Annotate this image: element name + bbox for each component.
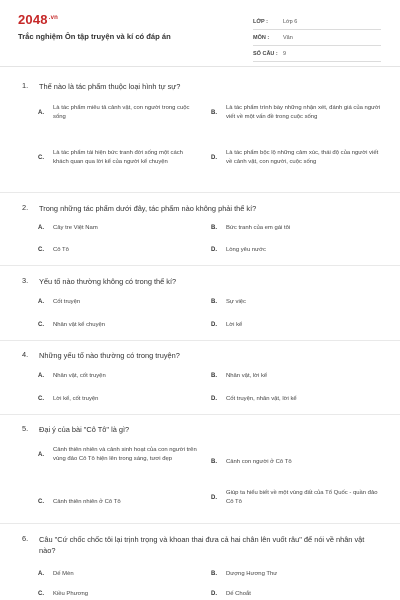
option-text: Cốt truyện	[53, 299, 81, 306]
option-c[interactable]	[38, 246, 198, 256]
option-letter: B.	[211, 571, 217, 577]
option-text: Là tác phẩm trình bày những nhận xét, đánh giá của người viết về một vấn đề trong cuộc sống	[226, 105, 381, 121]
question-number: 6.	[22, 534, 29, 543]
option-text: Dế Mèn	[53, 571, 74, 578]
question-separator	[0, 340, 400, 341]
option-c[interactable]	[38, 321, 198, 331]
option-c[interactable]	[38, 149, 198, 168]
site-logo[interactable]	[18, 12, 58, 27]
option-d[interactable]	[211, 489, 381, 508]
question-number: 5.	[22, 424, 29, 433]
meta-label: MÔN :	[253, 34, 270, 41]
option-letter: C.	[38, 499, 44, 505]
header-divider	[0, 66, 400, 67]
option-text: Là tác phẩm miêu tả cảnh vật, con người trong cuộc sống	[53, 105, 190, 121]
option-text: Nhân vật, lời kể	[226, 373, 268, 380]
option-text: Lòng yêu nước	[226, 247, 266, 254]
logo-text: 2048	[18, 12, 48, 27]
question-number: 3.	[22, 276, 29, 285]
option-d[interactable]	[211, 590, 381, 600]
question-separator	[0, 523, 400, 524]
question-number: 4.	[22, 350, 29, 359]
option-b[interactable]	[211, 570, 381, 580]
option-text: Sự việc	[226, 299, 246, 306]
option-letter: D.	[211, 494, 217, 501]
option-letter: D.	[211, 154, 217, 161]
option-letter: A.	[38, 451, 44, 458]
option-letter: B.	[211, 459, 217, 465]
option-letter: C.	[38, 154, 44, 161]
option-text: Nhân vật, cốt truyện	[53, 373, 106, 380]
question-separator	[0, 192, 400, 193]
option-letter: C.	[38, 591, 44, 597]
option-d[interactable]	[211, 395, 381, 405]
option-letter: B.	[211, 109, 217, 116]
option-text: Lời kể, cốt truyện	[53, 396, 99, 403]
option-letter: A.	[38, 299, 44, 305]
meta-value: Văn	[283, 34, 293, 41]
option-letter: C.	[38, 396, 44, 402]
option-letter: A.	[38, 571, 44, 577]
option-letter: D.	[211, 247, 217, 253]
option-d[interactable]	[211, 149, 381, 168]
option-text: Là tác phẩm bộc lộ những cảm xúc, thái độ của người viết về cảnh vật, con người, cuộc sống	[226, 150, 379, 166]
question-text: Đại ý của bài "Cô Tô" là gì?	[39, 425, 130, 434]
option-c[interactable]	[38, 498, 198, 508]
option-letter: A.	[38, 373, 44, 379]
option-letter: B.	[211, 299, 217, 305]
meta-info	[253, 14, 381, 62]
option-a[interactable]	[38, 446, 198, 465]
option-letter: D.	[211, 322, 217, 328]
option-text: Cảnh thiên nhiên ở Cô Tô	[53, 499, 121, 506]
option-text: Cô Tô	[53, 247, 69, 254]
option-letter: A.	[38, 225, 44, 231]
option-text: Cốt truyện, nhân vật, lời kể	[226, 396, 297, 403]
option-text: Cảnh thiên nhiên và cảnh sinh hoạt của con người trên vùng đảo Cô Tô hiện lên trong sáng, tươi đẹp	[53, 447, 197, 463]
option-c[interactable]	[38, 395, 198, 405]
option-letter: C.	[38, 247, 44, 253]
question-text: Trong những tác phẩm dưới đây, tác phẩm nào không phải thể kí?	[39, 204, 257, 213]
option-b[interactable]	[211, 372, 381, 382]
option-letter: D.	[211, 396, 217, 402]
option-text: Cây tre Việt Nam	[53, 225, 98, 232]
option-a[interactable]	[38, 104, 198, 123]
option-text: Dế Choắt	[226, 591, 251, 598]
option-b[interactable]	[211, 224, 381, 234]
option-text: Là tác phẩm tái hiện bức tranh đời sống một cách khách quan qua lời kể của người kể chuyện	[53, 150, 183, 166]
option-c[interactable]	[38, 590, 198, 600]
meta-row-subject	[253, 30, 381, 46]
page-header	[0, 0, 400, 70]
logo-suffix: .vn	[48, 14, 59, 21]
meta-label: LỚP :	[253, 18, 268, 25]
option-b[interactable]	[211, 458, 381, 468]
option-a[interactable]	[38, 372, 198, 382]
document-title: Trắc nghiệm Ôn tập truyện và kí có đáp án	[18, 32, 171, 41]
question-text: Câu "Cứ chốc chốc tôi lại trịnh trọng và khoan thai đưa cả hai chân lên vuốt râu" để nói về nhân vật nào?	[39, 535, 365, 556]
option-text: Nhân vật kể chuyện	[53, 322, 106, 329]
option-text: Cảnh con người ở Cô Tô	[226, 459, 292, 466]
option-letter: A.	[38, 109, 44, 116]
meta-row-count	[253, 46, 381, 62]
option-b[interactable]	[211, 298, 381, 308]
question-text: Những yếu tố nào thường có trong truyện?	[39, 351, 180, 360]
option-a[interactable]	[38, 298, 198, 308]
meta-value: 9	[283, 50, 287, 57]
option-b[interactable]	[211, 104, 381, 123]
option-letter: B.	[211, 225, 217, 231]
option-text: Lời kể	[226, 322, 243, 329]
option-d[interactable]	[211, 321, 381, 331]
option-letter: D.	[211, 591, 217, 597]
question-text: Yếu tố nào thường không có trong thể kí?	[39, 277, 177, 286]
question-separator	[0, 265, 400, 266]
option-text: Giúp ta hiểu biết về một vùng đất của Tổ Quốc - quần đảo Cô Tô	[226, 490, 378, 506]
option-text: Kiều Phương	[53, 591, 88, 598]
option-a[interactable]	[38, 224, 198, 234]
question-number: 1.	[22, 81, 29, 90]
question-separator	[0, 414, 400, 415]
option-letter: C.	[38, 322, 44, 328]
meta-label: SỐ CÂU :	[253, 50, 278, 57]
meta-row-grade	[253, 14, 381, 30]
option-a[interactable]	[38, 570, 198, 580]
option-letter: B.	[211, 373, 217, 379]
option-text: Bức tranh của em gái tôi	[226, 225, 291, 232]
question-text: Thế nào là tác phẩm thuộc loại hình tự sự?	[39, 82, 181, 91]
option-d[interactable]	[211, 246, 381, 256]
meta-value: Lớp 6	[283, 18, 298, 25]
question-number: 2.	[22, 203, 29, 212]
option-text: Dượng Hương Thư	[226, 571, 278, 578]
